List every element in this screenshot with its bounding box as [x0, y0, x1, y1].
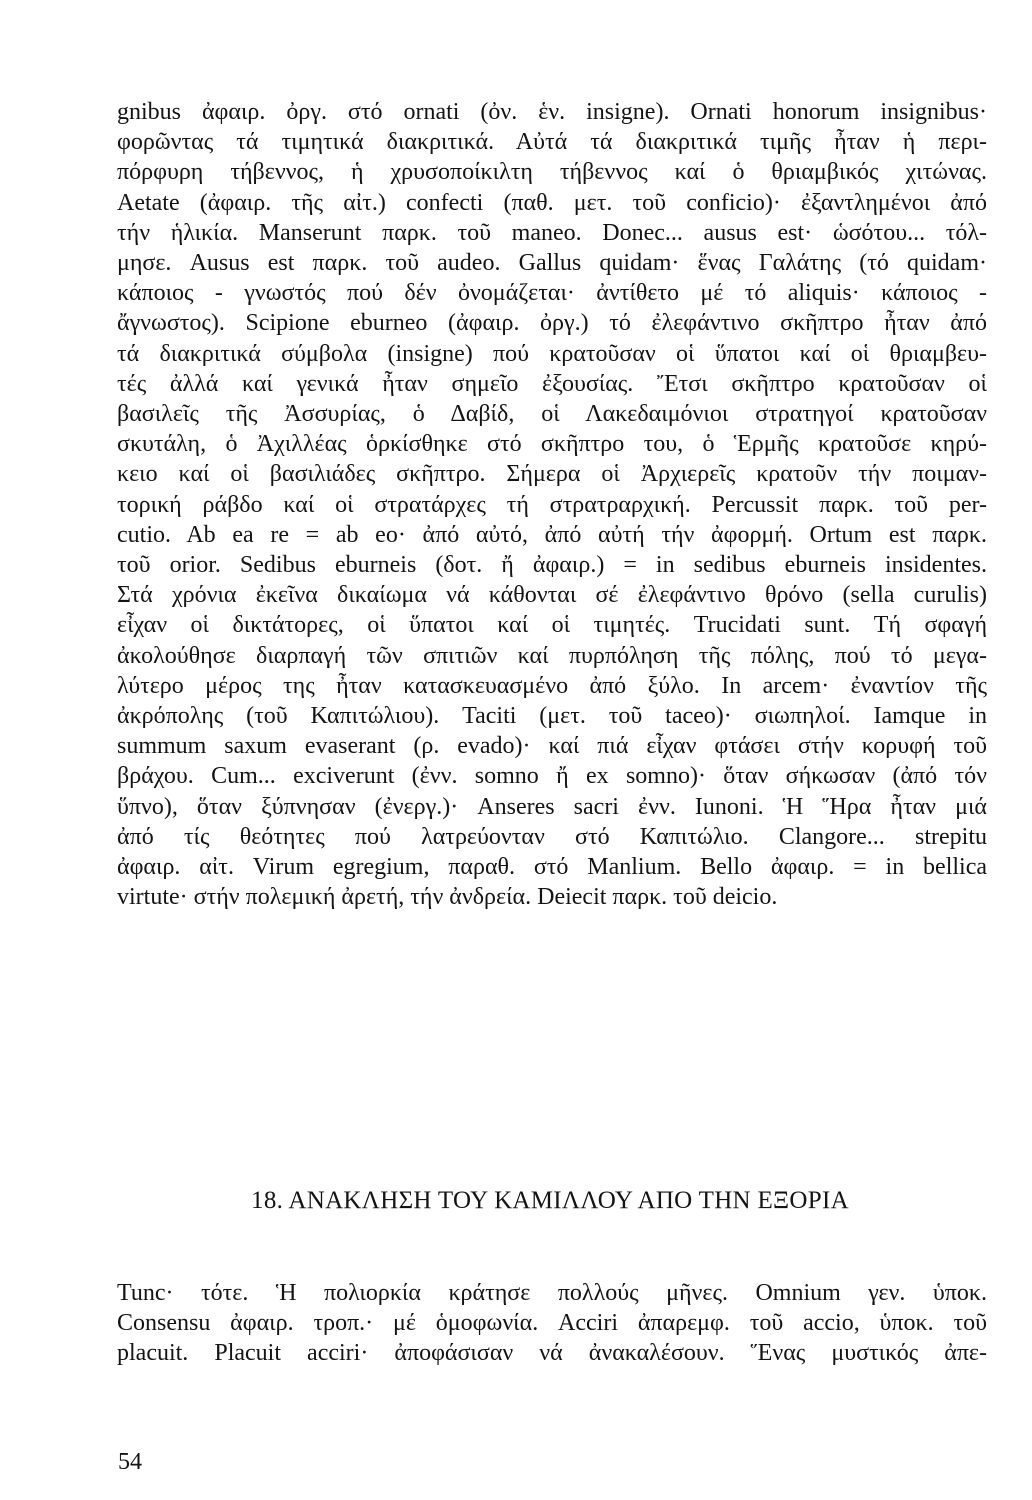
text-line: ἄγνωστος). Scipione eburneo (ἀφαιρ. ὀργ.) τό ἐλεφάντινο σκῆπτρο ἦταν ἀπό	[117, 310, 987, 337]
text-line: βασιλεῖς τῆς Ἀσσυρίας, ὁ Δαβίδ, οἱ Λακεδαιμόνιοι στρατηγοί κρατοῦσαν	[117, 401, 987, 428]
text-line: gnibus ἀφαιρ. ὀργ. στό ornati (ὀν. ἑν. insigne). Ornati honorum insignibus·	[117, 99, 987, 125]
text-line: κειο καί οἱ βασιλιάδες σκῆπτρο. Σήμερα οἱ Ἀρχιερεῖς κρατοῦν τήν ποιμαν-	[117, 461, 987, 488]
text-line: ἀκολούθησε διαρπαγή τῶν σπιτιῶν καί πυρπόληση τῆς πόλης, πού τό μεγα-	[117, 642, 987, 669]
section-heading: 18. ΑΝΑΚΛΗΣΗ ΤΟΥ ΚΑΜΙΛΛΟΥ ΑΠΟ ΤΗΝ ΕΞΟΡΙΑ	[251, 1187, 849, 1214]
text-line: Consensu ἀφαιρ. τροπ.· μέ ὁμοφωνία. Acciri ἀπαρεμφ. τοῦ accio, ὑποκ. τοῦ	[117, 1310, 987, 1337]
text-line: ὕπνο), ὅταν ξύπνησαν (ἐνεργ.)· Anseres sacri ἐνν. Iunoni. Ἡ Ἥρα ἦταν μιά	[117, 793, 987, 820]
text-line: βράχου. Cum... exciverunt (ἐνν. somno ἤ ex somno)· ὅταν σήκωσαν (ἀπό τόν	[117, 763, 987, 790]
text-line: μησε. Ausus est παρκ. τοῦ audeo. Gallus quidam· ἕνας Γαλάτης (τό quidam·	[117, 250, 987, 277]
commentary-paragraph	[117, 1278, 987, 1369]
text-line: summum saxum evaserant (ρ. evado)· καί πιά εἶχαν φτάσει στήν κορυφή τοῦ	[117, 733, 987, 760]
text-line: λύτερο μέρος της ἦταν κατασκευασμένο ἀπό ξύλο. In arcem· ἐναντίον τῆς	[117, 672, 987, 699]
page-number: 54	[118, 1449, 142, 1475]
text-line: ἀφαιρ. αἰτ. Virum egregium, παραθ. στό Manlium. Bello ἀφαιρ. = in bellica	[117, 854, 987, 881]
text-line: Στά χρόνια ἐκεῖνα δικαίωμα νά κάθονται σέ ἐλεφάντινο θρόνο (sella curulis)	[117, 582, 987, 609]
text-line: ἀκρόπολης (τοῦ Καπιτώλιου). Taciti (μετ. τοῦ taceo)· σιωπηλοί. Iamque in	[117, 703, 987, 730]
text-line: τορική ράβδο καί οἱ στρατάρχες τή στρατραρχική. Percussit παρκ. τοῦ per-	[117, 491, 987, 518]
text-line: placuit. Placuit acciri· ἀποφάσισαν νά ἀνακαλέσουν. Ἕνας μυστικός ἀπε-	[117, 1340, 987, 1367]
text-line: πόρφυρη τήβεννος, ἡ χρυσοποίκιλτη τήβεννος καί ὁ θριαμβικός χιτώνας.	[117, 159, 987, 186]
text-line: virtute· στήν πολεμική ἀρετή, τήν ἀνδρεία. Deiecit παρκ. τοῦ deicio.	[117, 884, 778, 911]
text-line: τές ἀλλά καί γενικά ἦταν σημεῖο ἐξουσίας. Ἔτσι σκῆπτρο κρατοῦσαν οἱ	[117, 370, 987, 397]
text-line: σκυτάλη, ὁ Ἀχιλλέας ὁρκίσθηκε στό σκῆπτρο του, ὁ Ἑρμῆς κρατοῦσε κηρύ-	[117, 431, 987, 458]
commentary-paragraph	[117, 97, 987, 912]
text-line: τά διακριτικά σύμβολα (insigne) πού κρατοῦσαν οἱ ὕπατοι καί οἱ θριαμβευ-	[117, 340, 987, 367]
text-line: εἶχαν οἱ δικτάτορες, οἱ ὕπατοι καί οἱ τιμητές. Trucidati sunt. Τή σφαγή	[117, 612, 987, 639]
text-line: φορῶντας τά τιμητικά διακριτικά. Αὐτά τά διακριτικά τιμῆς ἦταν ἡ περι-	[117, 129, 987, 156]
text-line: cutio. Ab ea re = ab eo· ἀπό αὐτό, ἀπό αὐτή τήν ἀφορμή. Ortum est παρκ.	[117, 521, 987, 548]
text-line: τοῦ orior. Sedibus eburneis (δοτ. ἤ ἀφαιρ.) = in sedibus eburneis insidentes.	[117, 552, 987, 579]
text-line: Tunc· τότε. Ἡ πολιορκία κράτησε πολλούς μῆνες. Omnium γεν. ὑποκ.	[117, 1280, 987, 1306]
text-line: Aetate (ἀφαιρ. τῆς αἰτ.) confecti (παθ. μετ. τοῦ conficio)· ἐξαντλημένοι ἀπό	[117, 189, 987, 216]
text-line: τήν ἡλικία. Manserunt παρκ. τοῦ maneo. Donec... ausus est· ὡσότου... τόλ-	[117, 219, 987, 246]
text-line: κάποιος - γνωστός πού δέν ὀνομάζεται· ἀντίθετο μέ τό aliquis· κάποιος -	[117, 280, 987, 307]
text-line: ἀπό τίς θεότητες πού λατρεύονταν στό Καπιτώλιο. Clangore... strepitu	[117, 823, 987, 850]
